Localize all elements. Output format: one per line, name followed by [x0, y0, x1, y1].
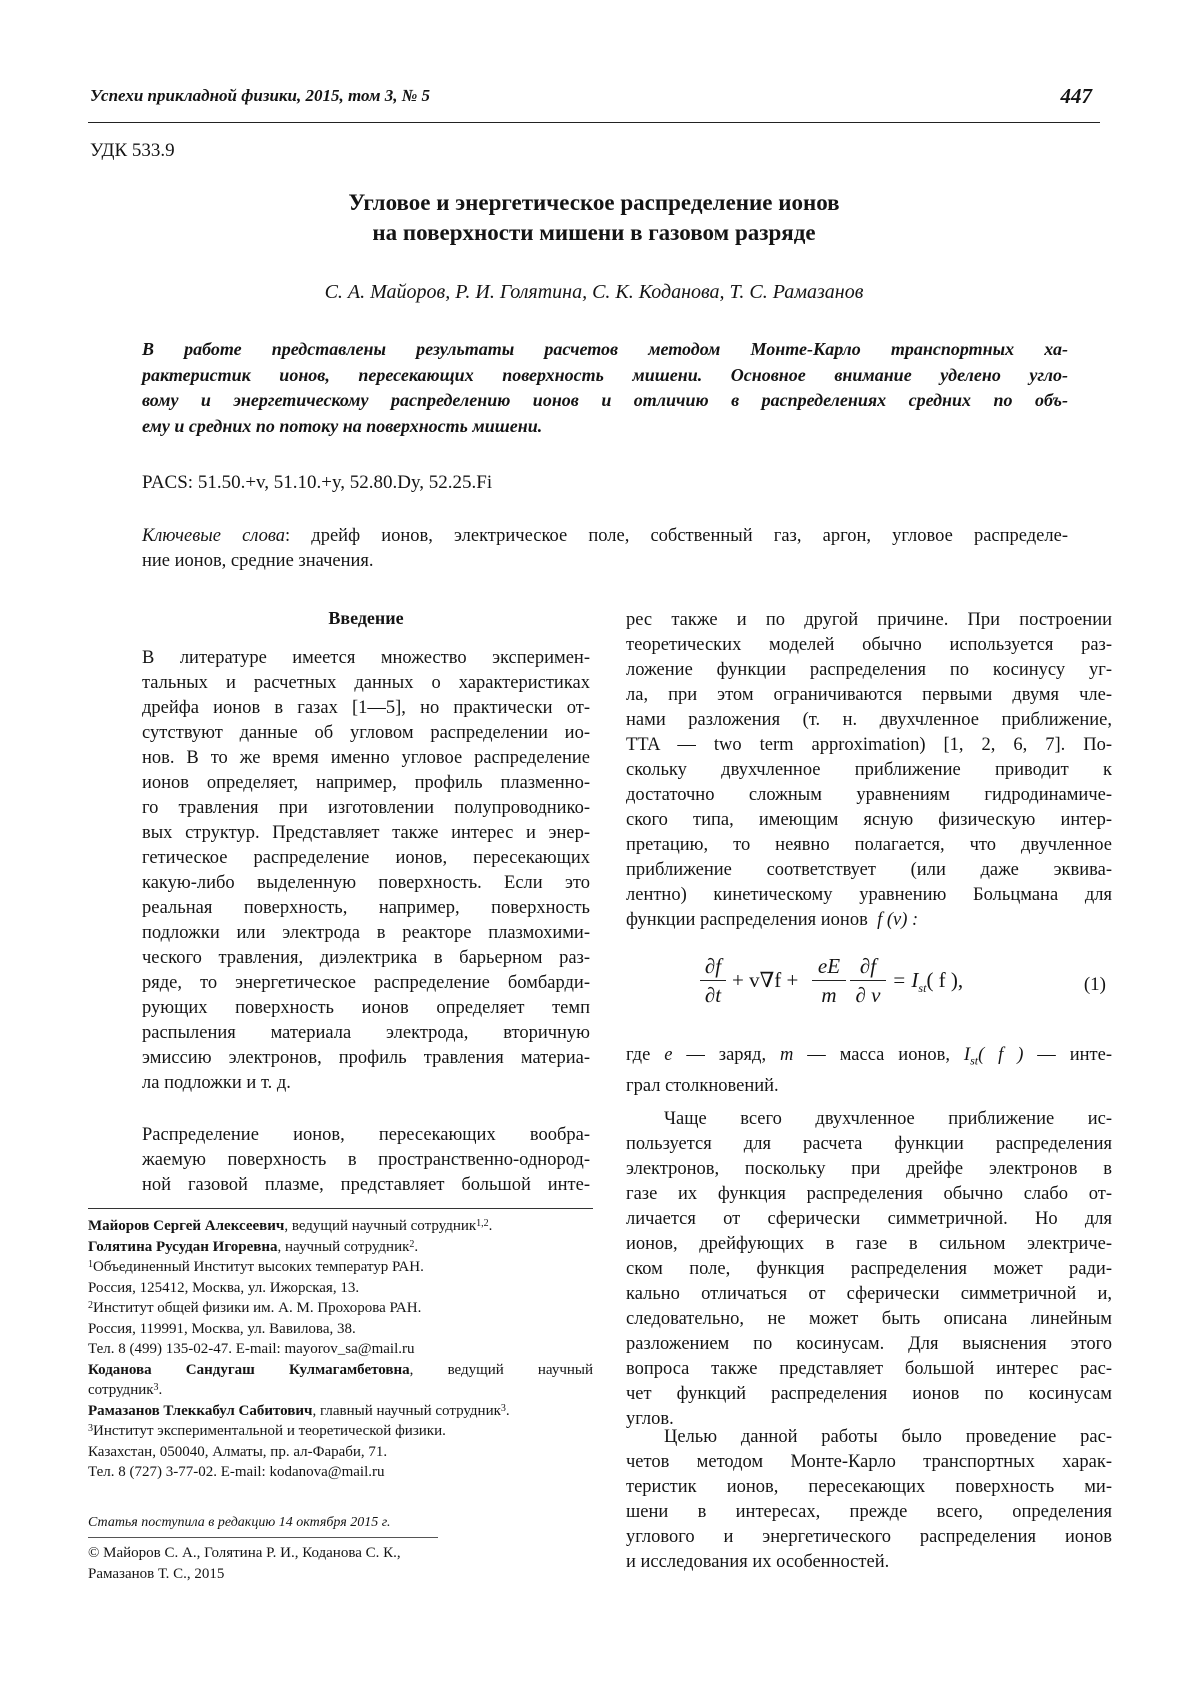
fraction-eE-m: eE m — [812, 952, 846, 1009]
right-paragraph-2 — [626, 1043, 1112, 1099]
equation-middle: + v∇f + — [732, 968, 799, 992]
text-line: функции распределения ионов f (v) : — [626, 910, 919, 930]
abstract — [142, 337, 1068, 439]
fraction-df-dt: ∂f ∂t — [700, 952, 726, 1009]
abstract-line: вому и энергетическому распределению ионов и отличию в распределениях средних по объ- — [142, 390, 1068, 410]
text-line: гетическое распределение ионов, пересекающих — [142, 848, 590, 868]
section-heading-intro: Введение — [328, 608, 404, 628]
text-line: дрейфа ионов в газах [1—5], но практически от- — [142, 698, 590, 718]
text-line: нов. В то же время именно угловое распределение — [142, 748, 590, 768]
text-line: личается от сферически симметричной. Но для — [626, 1209, 1112, 1229]
text-line: реальная поверхность, например, поверхность — [142, 898, 590, 918]
text-line: тальных и расчетных данных о характеристиках — [142, 673, 590, 693]
footnote-affiliation-1: $^1$Объединенный Институт высоких температур РАН. — [88, 1259, 424, 1275]
keywords — [142, 524, 1068, 574]
copyright — [88, 1543, 401, 1584]
text-line: четов методом Монте-Карло транспортных харак- — [626, 1452, 1112, 1472]
right-paragraph-1 — [626, 608, 1112, 933]
footnote-address-1: Россия, 125412, Москва, ул. Ижорская, 13. — [88, 1279, 360, 1296]
text-line: где e — заряд, m — масса ионов, $I_{st}$( f ) — инте- — [626, 1045, 1112, 1068]
text-line: В литературе имеется множество эксперимен- — [142, 648, 590, 668]
page-number: 447 — [1060, 84, 1092, 108]
copyright-line: © Майоров С. А., Голятина Р. И., Коданова С. К., — [88, 1545, 401, 1561]
equation-number: (1) — [1083, 974, 1106, 995]
udc-code: УДК 533.9 — [90, 140, 175, 161]
text-line: следовательно, не может быть описана линейным — [626, 1309, 1112, 1329]
text-line: и исследования их особенностей. — [626, 1552, 890, 1572]
text-line: приближение соответствует (или даже эквива- — [626, 860, 1112, 880]
title-line-1: Угловое и энергетическое распределение ионов — [348, 190, 840, 215]
text-line: чет функций распределения ионов по косинусам — [626, 1384, 1112, 1404]
text-line: грал столкновений. — [626, 1075, 779, 1096]
equation-1 — [700, 952, 1110, 1022]
text-line: какую-либо выделенную поверхность. Если это — [142, 873, 590, 893]
right-paragraph-3 — [626, 1107, 1112, 1432]
equation-rhs: = $I_{st}$( f ), — [892, 968, 964, 996]
pacs-codes: PACS: 51.50.+v, 51.10.+y, 52.80.Dy, 52.25.Fi — [142, 472, 493, 493]
text-line: пользуется для расчета функции распределения — [626, 1134, 1112, 1154]
title-line-2: на поверхности мишени в газовом разряде — [372, 220, 816, 245]
text-line: лентно) кинетическому уравнению Больцмана для — [626, 885, 1112, 905]
abstract-line: рактеристик ионов, пересекающих поверхность мишени. Основное внимание уделено угло- — [142, 364, 1068, 385]
copyright-divider — [88, 1537, 438, 1538]
text-line: TTA — two term approximation) [1, 2, 6, 7]. По- — [626, 735, 1112, 755]
authors: С. А. Майоров, Р. И. Голятина, С. К. Коданова, Т. С. Рамазанов — [324, 281, 864, 303]
text-line: эмиссию электронов, профиль травления материа- — [142, 1048, 590, 1068]
text-line: углового и энергетического распределения ионов — [626, 1527, 1112, 1547]
footnote-author-4: Рамазанов Тлеккабул Сабитович, главный научный сотрудник$^3$. — [88, 1402, 510, 1419]
text-line: жаемую поверхность в пространственно-однород- — [142, 1150, 590, 1170]
keywords-label: Ключевые слова — [142, 526, 286, 546]
author-footnotes — [88, 1216, 593, 1483]
text-line: ском поле, функция распределения может ради- — [626, 1259, 1112, 1279]
footnote-address-2: Россия, 119991, Москва, ул. Вавилова, 38. — [88, 1320, 356, 1337]
text-line: рующих поверхность ионов определяет темп — [142, 998, 590, 1018]
text-line: углов. — [626, 1409, 674, 1429]
footnote-divider — [88, 1208, 593, 1209]
text-line: электронов, поскольку при дрейфе электронов в — [626, 1159, 1112, 1179]
text-line: го травления при изготовлении полупроводнико- — [142, 798, 590, 818]
footnote-author-2: Голятина Русудан Игоревна, научный сотрудник$^2$. — [88, 1238, 419, 1255]
text-line: рес также и по другой причине. При построении — [626, 610, 1112, 630]
function-symbol: f (v) : — [877, 910, 919, 930]
footnote-affiliation-2: $^2$Институт общей физики им. А. М. Прохорова РАН. — [88, 1300, 422, 1316]
keywords-line: ние ионов, средние значения. — [142, 551, 374, 571]
footnote-contact-2: Тел. 8 (727) 3-77-02. E-mail: kodanova@mail.ru — [88, 1464, 385, 1480]
footnote-author-1: Майоров Сергей Алексеевич, ведущий научный сотрудник$^{1,2}$. — [88, 1218, 493, 1234]
paper-title — [88, 188, 1100, 248]
text-line: теристик ионов, пересекающих поверхность ми- — [626, 1477, 1112, 1497]
text-line: Целью данной работы было проведение рас- — [664, 1427, 1112, 1447]
text-line: скольку двухчленное приближение приводит к — [626, 760, 1112, 780]
text-line: нами разложения (т. н. двухчленное приближение, — [626, 710, 1112, 730]
text-line: ионов определяет, например, профиль плазменно- — [142, 773, 590, 793]
copyright-line: Рамазанов Т. С., 2015 — [88, 1565, 225, 1582]
footnote-address-3: Казахстан, 050040, Алматы, пр. ал-Фараби, 71. — [88, 1443, 388, 1460]
text-line: шени в интересах, прежде всего, определения — [626, 1502, 1112, 1522]
text-line: подложки или электрода в реакторе плазмохими- — [142, 923, 590, 943]
text-line: претацию, то неявно полагается, что двучленное — [626, 835, 1112, 855]
text-line: ложение функции распределения по косинусу уг- — [626, 660, 1112, 680]
abstract-line: ему и средних по потоку на поверхность мишени. — [142, 415, 543, 436]
text-line: Распределение ионов, пересекающих вообра- — [142, 1125, 590, 1145]
text-line: сутствуют данные об угловом распределении ио- — [142, 723, 590, 743]
text-line: разложением по косинусам. Для выяснения этого — [626, 1334, 1112, 1354]
right-paragraph-4 — [626, 1425, 1112, 1575]
text-line: кально отличаться от сферически симметричной и, — [626, 1284, 1112, 1304]
header-divider — [88, 122, 1100, 123]
text-line: ряде, то энергетическое распределение бомбарди- — [142, 973, 590, 993]
text-line: ла, при этом ограничиваются первыми двумя чле- — [626, 685, 1112, 705]
text-line: ского типа, имеющим ясную физическую интер- — [626, 810, 1112, 830]
text-line: ионов, дрейфующих в газе в сильном электриче- — [626, 1234, 1112, 1254]
intro-paragraph-2 — [142, 1123, 590, 1198]
text-line: теоретических моделей обычно используется раз- — [626, 635, 1112, 655]
text-line: ческого травления, диэлектрика в барьерном раз- — [142, 948, 590, 968]
fraction-df-dv: ∂f ∂ v — [850, 952, 886, 1009]
text-line: Чаще всего двухчленное приближение ис- — [664, 1109, 1112, 1129]
text-line: распыления материала электрода, вторичную — [142, 1023, 590, 1043]
text-line: газе их функция распределения обычно слабо от- — [626, 1184, 1112, 1204]
keywords-line — [142, 524, 1068, 549]
text-line: вых структур. Представляет также интерес и энер- — [142, 823, 590, 843]
text-line: ной газовой плазме, представляет большой инте- — [142, 1175, 590, 1195]
text-line: достаточно сложным уравнениям гидродинамиче- — [626, 785, 1112, 805]
intro-paragraph-1 — [142, 646, 590, 1096]
journal-header: Успехи прикладной физики, 2015, том 3, № 5 — [90, 86, 431, 105]
footnote-author-3: Коданова Сандугаш Кулмагамбетовна, ведущий научный — [88, 1361, 593, 1378]
text-line: ла подложки и т. д. — [142, 1073, 291, 1093]
abstract-line: В работе представлены результаты расчетов методом Монте-Карло транспортных ха- — [142, 339, 1068, 359]
text-line: вопроса также представляет большой интерес рас- — [626, 1359, 1112, 1379]
footnote-affiliation-3: $^3$Институт экспериментальной и теоретической физики. — [88, 1423, 446, 1439]
keywords-text: : дрейф ионов, электрическое поле, собственный газ, аргон, угловое распределе- — [285, 526, 1068, 546]
footnote-contact-1: Тел. 8 (499) 135-02-47. E-mail: mayorov_sa@mail.ru — [88, 1341, 415, 1357]
received-date: Статья поступила в редакцию 14 октября 2015 г. — [88, 1515, 391, 1530]
footnote-author-3-role: сотрудник$^3$. — [88, 1382, 163, 1398]
